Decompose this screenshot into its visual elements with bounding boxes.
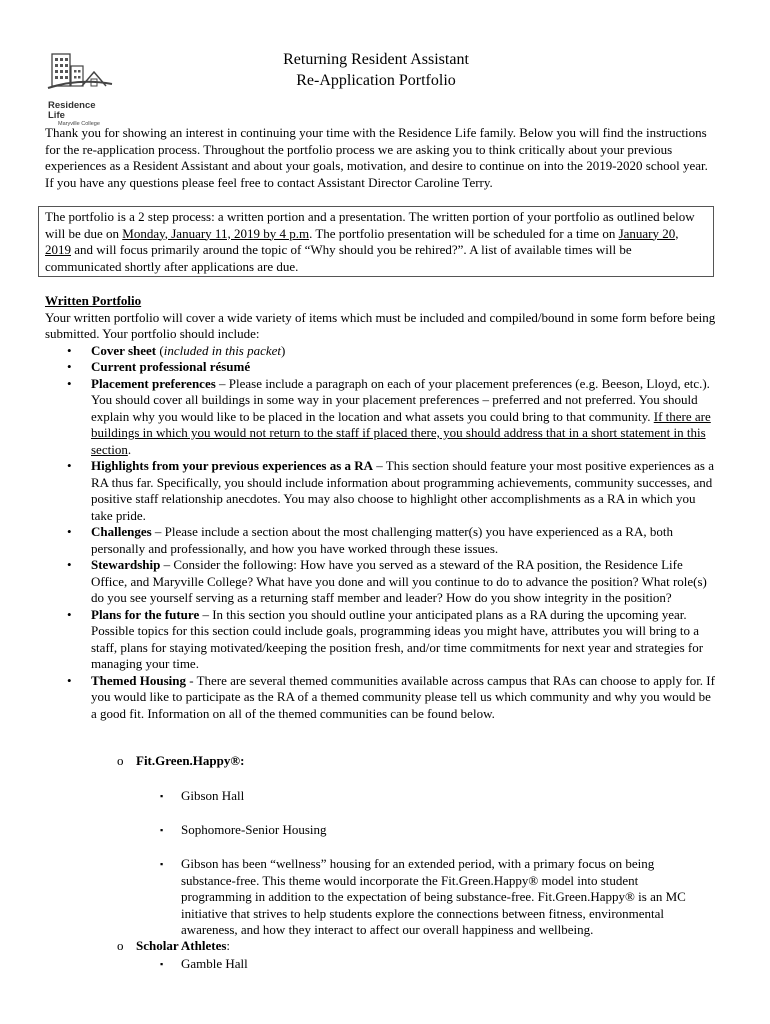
notice-text-2: . The portfolio presentation will be scheduled for a time on <box>309 225 619 241</box>
item-text: - There are several themed communities available across campus that RAs can choose to apply for. If you would like to participate as the RA of a themed community please tell us which community and why you would be a good fit. Information on all of the themed communities can be found below. <box>91 672 715 721</box>
sub-bullet-marker: o <box>117 938 124 953</box>
due-date: Monday, January 11, 2019 by 4 p.m <box>122 225 310 241</box>
theme-title: Fit.Green.Happy®: <box>136 753 245 768</box>
notice-text-3: and will focus primarily around the topic of “Why should you be rehired?”. A list of available times will be communicated shortly after applications are due. <box>45 242 632 274</box>
portfolio-items-list <box>45 343 717 723</box>
residence-life-logo <box>44 50 114 127</box>
list-item-cover-sheet <box>45 343 717 360</box>
hall-name: Gibson Hall <box>181 788 245 803</box>
item-label: Placement preferences <box>91 375 216 391</box>
item-label: Challenges <box>91 524 152 539</box>
written-portfolio-heading: Written Portfolio <box>45 293 142 308</box>
square-bullet-marker: ▪ <box>160 859 164 869</box>
item-paren-open: ( <box>156 342 164 358</box>
list-item-stewardship <box>45 557 717 607</box>
building-logo-icon <box>44 50 114 96</box>
theme-hall <box>160 956 710 973</box>
notice-text-1: The portfolio is a 2 step process: a written portion and a presentation. The written portion of your portfolio as outlined below will be due on <box>45 209 695 241</box>
item-label: Current professional résumé <box>91 359 251 374</box>
item-text: – Please include a section about the most challenging matter(s) you have experienced as a RA, both personally and professionally, and how you have worked through these issues. <box>91 524 673 556</box>
title-line-1: Returning Resident Assistant <box>283 51 469 68</box>
sub-bullet-marker: o <box>117 753 124 768</box>
list-item-resume <box>45 359 717 376</box>
title-line-2: Re-Application Portfolio <box>296 72 456 89</box>
theme-housing <box>160 822 710 839</box>
item-text: – Consider the following: How have you served as a steward of the RA position, the Residence Life Office, and Maryville College? What have you done and will you continue to do to advance the position? What role(s) do you see yourself serving as a returning staff member and leader? How do you show integrity in the position? <box>91 557 707 605</box>
theme-hall <box>160 788 710 805</box>
written-portfolio-section <box>45 293 717 722</box>
list-item-highlights <box>45 458 717 524</box>
item-text: – In this section you should outline your anticipated plans as a RA during the upcoming year. Possible topics for this section could include goals, programming ideas you might have, attributes you will bring to a staff, plans for staying motivated/keeping the position fresh, and/or time commitments for next year and strategies for managing your time. <box>91 606 704 671</box>
intro-paragraph: Thank you for showing an interest in continuing your time with the Residence Life family. Below you will find the instructions for the re-application process. Throughout the portfolio process we are asking you to think critically about your previous experiences as a Resident Assistant and about your goals, motivation, and desire to continue on into the 2019-2020 school year. If you have any questions please feel free to contact Assistant Director Caroline Terry. <box>45 125 708 190</box>
square-bullet-marker: ▪ <box>160 825 164 835</box>
logo-subtext: Maryville College <box>58 120 100 127</box>
item-paren-close: ) <box>281 342 286 358</box>
logo-text: Residence Life <box>48 99 96 121</box>
housing-type: Sophomore-Senior Housing <box>181 822 327 837</box>
written-portfolio-intro: Your written portfolio will cover a wide variety of items which must be included and compiled/bound in some form before being submitted. Your portfolio should include: <box>45 309 716 341</box>
item-label: Themed Housing <box>91 672 186 688</box>
theme-title-colon: : <box>226 938 231 953</box>
list-item-themed-housing <box>45 673 717 723</box>
hall-name: Gamble Hall <box>181 956 248 971</box>
list-item-challenges <box>45 524 717 557</box>
item-end: . <box>127 441 132 457</box>
item-note: included in this packet <box>163 342 282 358</box>
item-text: – Please include a paragraph on each of your placement preferences (e.g. Beeson, Lloyd, etc.). You should cover all buildings in some way in your placement preferences – preferred and not preferred. You should explain why you would like to be placed in the location and what assets you could bring to that community. <box>91 375 710 424</box>
item-label: Cover sheet <box>91 342 157 358</box>
process-notice-box <box>38 206 714 277</box>
item-text: – This section should feature your most positive experiences as a RA thus far. Specifically, you should include information about programming achievements, community successes, and positive staff relationship anecdotes. You may also choose to highlight other accomplishments as a RA in which you take pride. <box>91 458 714 523</box>
theme-title-wrap <box>136 938 230 955</box>
square-bullet-marker: ▪ <box>160 791 164 801</box>
item-label: Highlights from your previous experiences as a RA <box>91 458 374 473</box>
list-item-plans-future <box>45 607 717 673</box>
theme-title: Scholar Athletes <box>136 938 227 953</box>
square-bullet-marker: ▪ <box>160 959 164 969</box>
presentation-date: January 20, 2019 <box>45 225 679 257</box>
list-item-placement-preferences <box>45 376 717 459</box>
item-underlined-text: If there are buildings in which you would not return to the staff if placed there, you should address that in a short statement in this section <box>91 408 711 457</box>
page-title <box>200 49 552 91</box>
item-label: Stewardship <box>91 557 161 572</box>
description-text: Gibson has been “wellness” housing for an extended period, with a primary focus on being substance-free. This theme would incorporate the Fit.Green.Happy® model into student programming in addition to the expectation of being substance-free. Fit.Green.Happy® is an MC initiative that strives to help students explore the connections between fitness, environmental awareness, and how they interact to affect our overall happiness and wellbeing. <box>181 856 686 937</box>
item-label: Plans for the future <box>91 606 200 622</box>
theme-description <box>160 856 710 939</box>
